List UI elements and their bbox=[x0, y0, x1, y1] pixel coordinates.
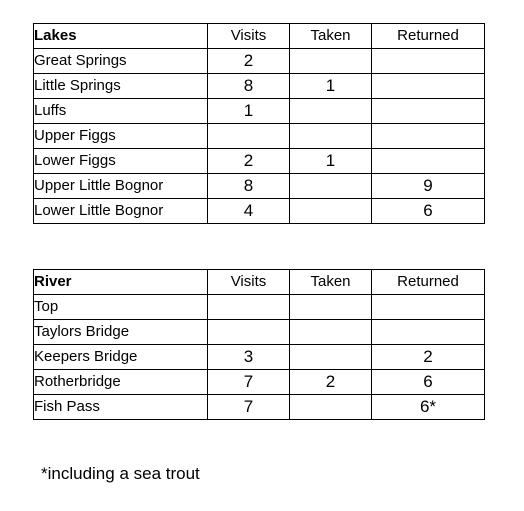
location-name: Top bbox=[34, 295, 208, 320]
table-row bbox=[34, 295, 485, 320]
returned-cell bbox=[372, 99, 485, 124]
visits-cell: 3 bbox=[208, 345, 290, 370]
visits-cell: 8 bbox=[208, 74, 290, 99]
location-name: Rotherbridge bbox=[34, 370, 208, 395]
footnote: *including a sea trout bbox=[41, 464, 200, 483]
returned-cell: 9 bbox=[372, 174, 485, 199]
returned-cell bbox=[372, 124, 485, 149]
lakes-table bbox=[33, 23, 485, 224]
lakes-header-name: Lakes bbox=[34, 24, 208, 49]
taken-cell bbox=[290, 49, 372, 74]
river-header-returned: Returned bbox=[372, 270, 485, 295]
taken-cell bbox=[290, 395, 372, 420]
table-row bbox=[34, 49, 485, 74]
taken-cell bbox=[290, 124, 372, 149]
returned-cell bbox=[372, 295, 485, 320]
visits-cell bbox=[208, 124, 290, 149]
location-name: Lower Little Bognor bbox=[34, 199, 208, 224]
visits-cell: 2 bbox=[208, 49, 290, 74]
taken-cell: 2 bbox=[290, 370, 372, 395]
taken-cell bbox=[290, 99, 372, 124]
table-row bbox=[34, 99, 485, 124]
returned-cell: 2 bbox=[372, 345, 485, 370]
lakes-header-row bbox=[34, 24, 485, 49]
returned-cell bbox=[372, 49, 485, 74]
returned-cell bbox=[372, 149, 485, 174]
taken-cell: 1 bbox=[290, 74, 372, 99]
returned-cell: 6 bbox=[372, 199, 485, 224]
taken-cell bbox=[290, 345, 372, 370]
river-header-taken: Taken bbox=[290, 270, 372, 295]
table-row bbox=[34, 320, 485, 345]
table-row bbox=[34, 370, 485, 395]
visits-cell: 7 bbox=[208, 370, 290, 395]
table-row bbox=[34, 174, 485, 199]
location-name: Upper Little Bognor bbox=[34, 174, 208, 199]
river-table bbox=[33, 269, 485, 420]
table-row bbox=[34, 395, 485, 420]
visits-cell: 2 bbox=[208, 149, 290, 174]
location-name: Upper Figgs bbox=[34, 124, 208, 149]
table-row bbox=[34, 124, 485, 149]
table-row bbox=[34, 199, 485, 224]
table-row bbox=[34, 345, 485, 370]
taken-cell bbox=[290, 174, 372, 199]
returned-cell bbox=[372, 74, 485, 99]
lakes-header-returned: Returned bbox=[372, 24, 485, 49]
location-name: Taylors Bridge bbox=[34, 320, 208, 345]
visits-cell: 1 bbox=[208, 99, 290, 124]
returned-cell bbox=[372, 320, 485, 345]
visits-cell: 4 bbox=[208, 199, 290, 224]
visits-cell bbox=[208, 295, 290, 320]
river-header-row bbox=[34, 270, 485, 295]
location-name: Great Springs bbox=[34, 49, 208, 74]
lakes-header-taken: Taken bbox=[290, 24, 372, 49]
taken-cell bbox=[290, 199, 372, 224]
returned-cell: 6* bbox=[372, 395, 485, 420]
table-row bbox=[34, 74, 485, 99]
returned-cell: 6 bbox=[372, 370, 485, 395]
visits-cell: 8 bbox=[208, 174, 290, 199]
lakes-header-visits: Visits bbox=[208, 24, 290, 49]
location-name: Little Springs bbox=[34, 74, 208, 99]
taken-cell bbox=[290, 295, 372, 320]
taken-cell: 1 bbox=[290, 149, 372, 174]
visits-cell: 7 bbox=[208, 395, 290, 420]
taken-cell bbox=[290, 320, 372, 345]
river-header-visits: Visits bbox=[208, 270, 290, 295]
location-name: Keepers Bridge bbox=[34, 345, 208, 370]
location-name: Lower Figgs bbox=[34, 149, 208, 174]
location-name: Luffs bbox=[34, 99, 208, 124]
location-name: Fish Pass bbox=[34, 395, 208, 420]
river-header-name: River bbox=[34, 270, 208, 295]
visits-cell bbox=[208, 320, 290, 345]
table-row bbox=[34, 149, 485, 174]
